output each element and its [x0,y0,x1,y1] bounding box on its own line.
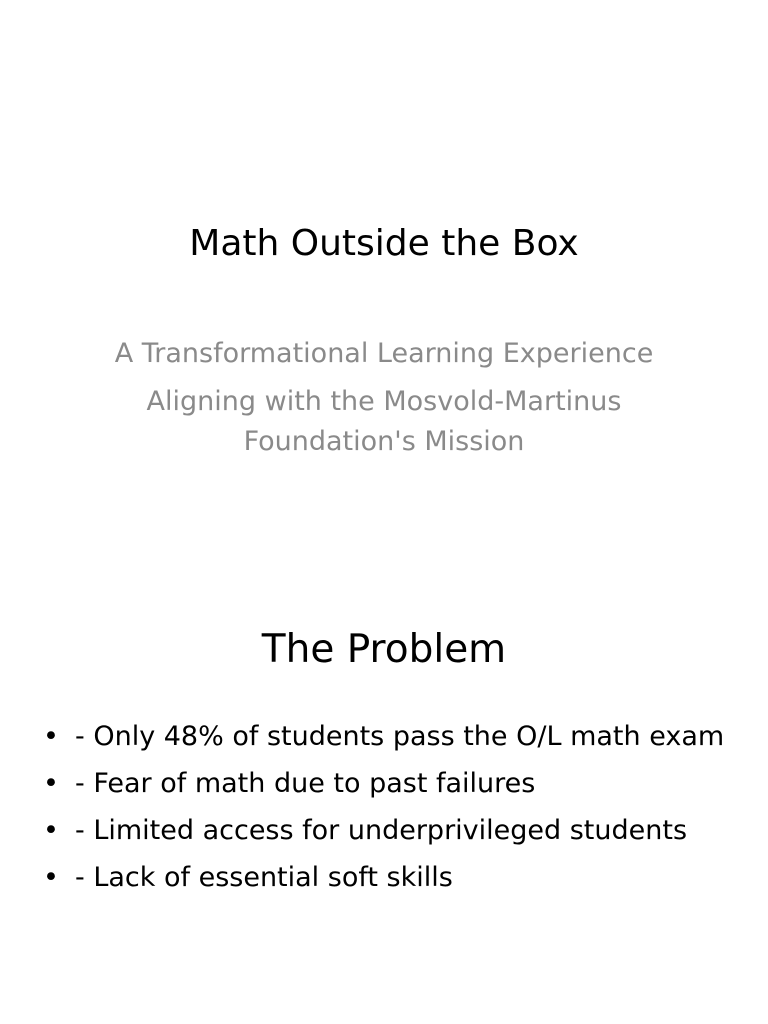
bullet-item [40,810,730,851]
bullet-text: - Limited access for underprivileged students [75,815,688,846]
subtitle-block [100,334,668,470]
subtitle-line: A Transformational Learning Experience [114,338,654,369]
problem-slide [0,512,768,1024]
bullet-item [40,763,730,804]
slide-title: The Problem [261,627,507,672]
bullet-icon: • [43,862,59,893]
subtitle-line: Aligning with the Mosvold-Martinus Foundation's Mission [146,386,622,457]
bullet-icon: • [43,815,59,846]
bullet-item [40,716,730,757]
bullet-text: - Fear of math due to past failures [75,768,536,799]
bullet-text: - Only 48% of students pass the O/L math exam [75,721,725,752]
bullet-icon: • [43,721,59,752]
bullet-item [40,857,730,898]
bullet-list [40,716,730,904]
slide-title: Math Outside the Box [189,223,579,264]
bullet-icon: • [43,768,59,799]
bullet-text: - Lack of essential soft skills [75,862,453,893]
